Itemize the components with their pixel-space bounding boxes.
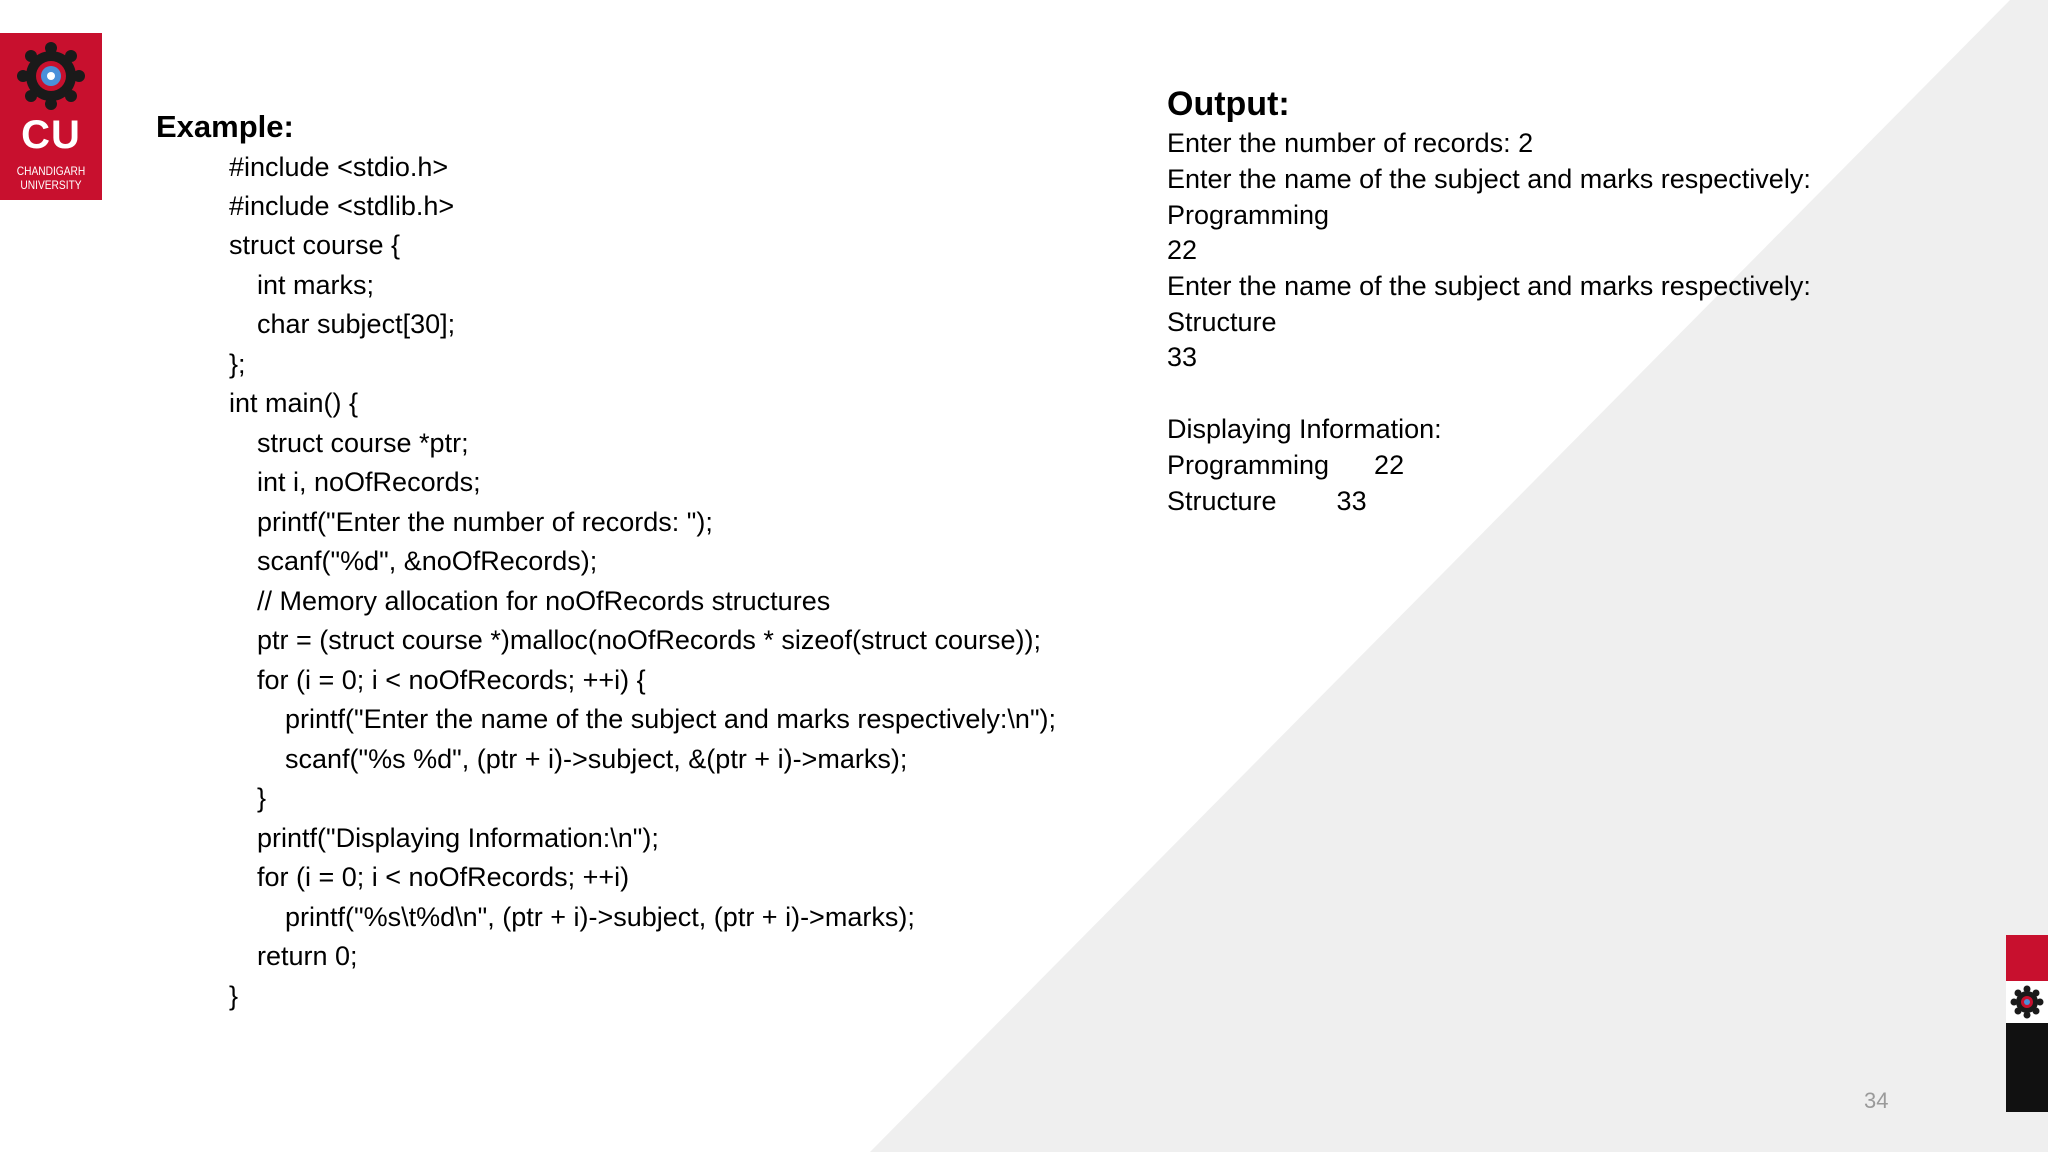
- code-comment-line: // Memory allocation for noOfRecords structures: [257, 586, 831, 616]
- side-accent-red: [2006, 935, 2048, 981]
- logo-university-name: CHANDIGARH UNIVERSITY: [16, 164, 86, 192]
- code-line: printf("Enter the number of records: ");: [257, 507, 713, 537]
- code-line: #include <stdlib.h>: [229, 191, 455, 221]
- output-line: Structure 33: [1167, 486, 1367, 516]
- code-line: };: [229, 349, 246, 379]
- output-line: Structure: [1167, 307, 1277, 337]
- code-line: return 0;: [257, 941, 358, 971]
- code-line: #include <stdio.h>: [229, 152, 449, 182]
- code-line: scanf("%s %d", (ptr + i)->subject, &(ptr + i)->marks);: [285, 744, 908, 774]
- gear-icon: [2006, 981, 2048, 1023]
- gear-emblem-icon: [14, 39, 88, 113]
- output-line: Displaying Information:: [1167, 414, 1442, 444]
- code-line: printf("%s\t%d\n", (ptr + i)->subject, (ptr + i)->marks);: [285, 902, 915, 932]
- output-line: Enter the number of records: 2: [1167, 128, 1534, 158]
- code-line: printf("Enter the name of the subject and marks respectively:\n");: [285, 704, 1057, 734]
- example-heading: Example:: [156, 109, 294, 144]
- code-line: }: [229, 981, 239, 1011]
- output-line: 22: [1167, 235, 1198, 265]
- code-line: char subject[30];: [257, 309, 456, 339]
- code-line: struct course *ptr;: [257, 428, 469, 458]
- logo-abbreviation: CU: [21, 113, 81, 157]
- side-accent-black: [2006, 1023, 2048, 1112]
- code-line: printf("Displaying Information:\n");: [257, 823, 659, 853]
- code-line: struct course {: [229, 230, 401, 260]
- code-line: int marks;: [257, 270, 375, 300]
- page-number: 34: [1864, 1088, 1889, 1113]
- university-logo: [0, 33, 102, 200]
- code-line: scanf("%d", &noOfRecords);: [257, 546, 598, 576]
- code-line: int main() {: [229, 388, 359, 418]
- output-line: 33: [1167, 342, 1198, 372]
- code-line: int i, noOfRecords;: [257, 467, 481, 497]
- code-line: for (i = 0; i < noOfRecords; ++i) {: [257, 665, 646, 695]
- code-line: ptr = (struct course *)malloc(noOfRecords * sizeof(struct course));: [257, 625, 1041, 655]
- code-line: }: [257, 783, 267, 813]
- output-line: Programming: [1167, 200, 1330, 230]
- output-heading: Output:: [1167, 85, 1290, 123]
- output-line: Programming 22: [1167, 450, 1405, 480]
- output-line: Enter the name of the subject and marks respectively:: [1167, 271, 1811, 301]
- code-line: for (i = 0; i < noOfRecords; ++i): [257, 862, 630, 892]
- output-line: Enter the name of the subject and marks respectively:: [1167, 164, 1811, 194]
- side-gear-block: [2006, 981, 2048, 1023]
